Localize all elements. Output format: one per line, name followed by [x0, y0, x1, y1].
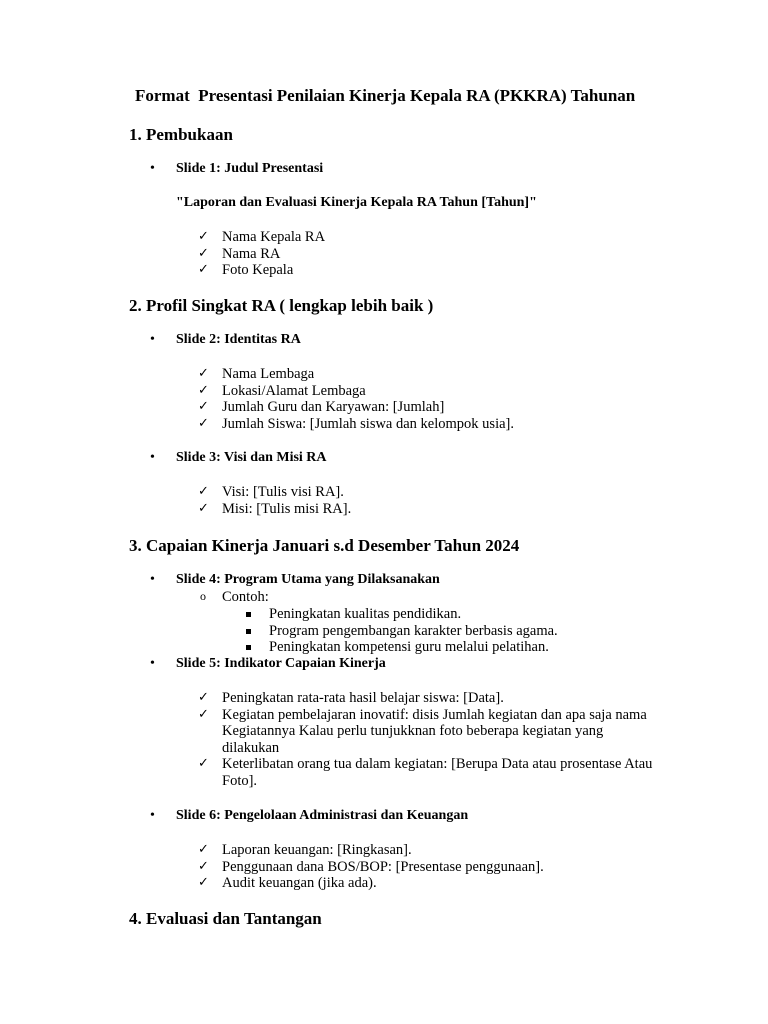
slide-1-label: Slide 1: Judul Presentasi [176, 161, 324, 176]
slide-2-label: Slide 2: Identitas RA [176, 332, 301, 347]
check-icon: ✓ [198, 366, 209, 381]
sub-item-contoh [198, 589, 269, 657]
list-item: ✓ Nama Lembaga [198, 366, 315, 382]
list-item: ✓ Visi: [Tulis visi RA]. [198, 484, 344, 500]
list-item: ✓ Nama RA [198, 245, 281, 262]
section-heading-profil: 2. Profil Singkat RA ( lengkap lebih baik ) [129, 296, 434, 315]
checklist-slide-5 [196, 690, 656, 790]
checklist-slide-3 [196, 484, 351, 517]
bullet-icon: • [150, 450, 155, 465]
section-heading-pembukaan: 1. Pembukaan [129, 125, 233, 144]
list-item: Program pengembangan karakter berbasis agama. [244, 623, 558, 640]
check-icon: ✓ [198, 484, 209, 499]
check-icon: ✓ [198, 756, 209, 772]
list-item: Peningkatan kompetensi guru melalui pelatihan. [244, 639, 558, 656]
square-bullet-icon [246, 612, 251, 617]
list-item: ✓ Lokasi/Alamat Lembaga [198, 382, 366, 399]
bullet-icon: • [150, 808, 155, 823]
square-bullet-icon [246, 645, 251, 650]
list-item: ✓ Penggunaan dana BOS/BOP: [Presentase penggunaan]. [198, 858, 544, 875]
slide-3-label: Slide 3: Visi dan Misi RA [176, 450, 327, 465]
check-icon: ✓ [198, 229, 209, 244]
bullet-icon: • [150, 161, 155, 176]
check-icon: ✓ [198, 690, 209, 705]
checklist-slide-1 [196, 229, 325, 279]
list-item: ✓ Keterlibatan orang tua dalam kegiatan: [Berupa Data atau prosentase Atau Foto]. [198, 756, 653, 789]
check-icon: ✓ [198, 415, 209, 431]
check-icon: ✓ [198, 706, 209, 722]
checklist-slide-6 [196, 842, 544, 892]
check-icon: ✓ [198, 500, 209, 516]
check-icon: ✓ [198, 842, 209, 857]
slide-5-label: Slide 5: Indikator Capaian Kinerja [176, 656, 386, 671]
list-item: Peningkatan kualitas pendidikan. [244, 606, 558, 623]
list-item: ✓ Laporan keuangan: [Ringkasan]. [198, 842, 412, 858]
list-item: ✓ Kegiatan pembelajaran inovatif: disis Jumlah kegiatan dan apa saja nama Kegiatannya Kalau perlu tunjukknan foto beberapa kegiatan yang dilakukan [198, 706, 647, 756]
list-item: ✓ Audit keuangan (jika ada). [198, 875, 377, 892]
slide-6-label: Slide 6: Pengelolaan Administrasi dan Keuangan [176, 808, 469, 823]
contoh-label: Contoh: [222, 589, 269, 605]
check-icon: ✓ [198, 858, 209, 874]
bullet-icon: • [150, 332, 155, 347]
section-heading-capaian: 3. Capaian Kinerja Januari s.d Desember Tahun 2024 [129, 536, 520, 555]
checklist-slide-2 [196, 366, 514, 432]
list-item: ✓ Jumlah Siswa: [Jumlah siswa dan kelompok usia]. [198, 415, 514, 432]
list-item: ✓ Peningkatan rata-rata hasil belajar siswa: [Data]. [198, 690, 504, 706]
circle-bullet-icon: o [200, 589, 206, 603]
check-icon: ✓ [198, 262, 209, 278]
bullet-icon: • [150, 572, 155, 587]
list-item: ✓ Foto Kepala [198, 262, 294, 279]
slide-4-label: Slide 4: Program Utama yang Dilaksanakan [176, 572, 440, 587]
section-heading-evaluasi: 4. Evaluasi dan Tantangan [129, 909, 322, 928]
list-item: ✓ Misi: [Tulis misi RA]. [198, 500, 352, 517]
square-bullet-icon [246, 629, 251, 634]
check-icon: ✓ [198, 245, 209, 261]
document-title: Format Presentasi Penilaian Kinerja Kepala RA (PKKRA) Tahunan [135, 86, 636, 105]
check-icon: ✓ [198, 399, 209, 415]
check-icon: ✓ [198, 875, 209, 891]
presentation-title-quote: "Laporan dan Evaluasi Kinerja Kepala RA Tahun [Tahun]" [176, 195, 537, 210]
square-list-contoh [244, 606, 558, 656]
list-item: ✓ Jumlah Guru dan Karyawan: [Jumlah] [198, 399, 445, 416]
bullet-icon: • [150, 656, 155, 671]
list-item: ✓ Nama Kepala RA [198, 229, 326, 245]
check-icon: ✓ [198, 382, 209, 398]
